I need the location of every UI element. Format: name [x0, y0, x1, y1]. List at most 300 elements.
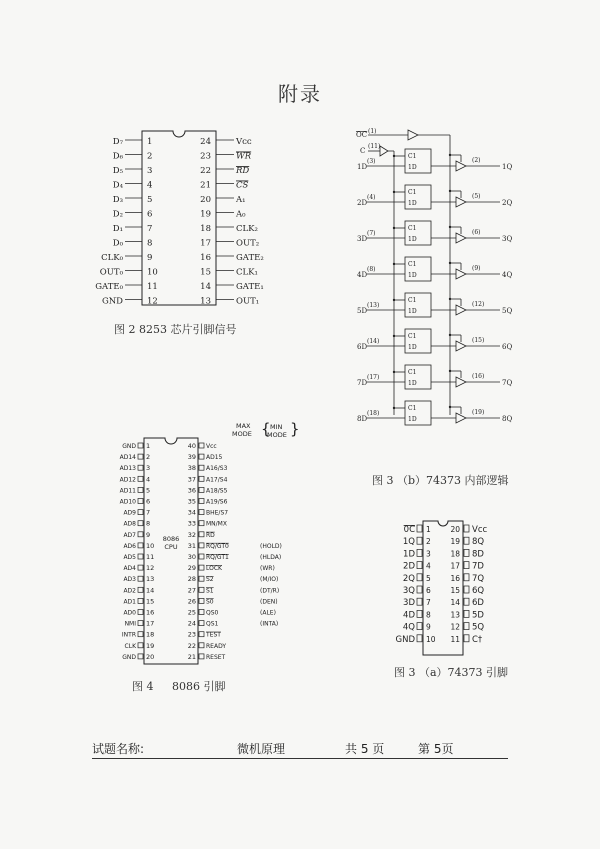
junction-dot — [393, 407, 395, 409]
c-pin-number: (11) — [368, 143, 381, 150]
pin-box — [138, 465, 143, 470]
input-pin-number: (18) — [367, 410, 380, 417]
pin-number: 15 — [450, 586, 460, 595]
pin-number: 8 — [426, 610, 431, 620]
latch-1d-label: 1D — [408, 380, 417, 387]
brace: { — [261, 420, 271, 438]
pin-number: 27 — [187, 586, 196, 595]
pin-name: 7D — [472, 561, 484, 572]
chip-8253-svg — [95, 128, 265, 308]
pin-name: D₄ — [112, 180, 123, 191]
pin-number: 24 — [200, 137, 211, 147]
pin-number: 23 — [200, 151, 211, 162]
pin-name: 1D — [403, 549, 415, 560]
brace: } — [290, 420, 300, 438]
pin-number: 22 — [187, 641, 196, 650]
junction-dot — [393, 335, 395, 337]
output-label: 2Q — [502, 199, 513, 207]
pin-box — [199, 510, 204, 515]
pin-name: D₂ — [112, 209, 123, 220]
pin-number: 2 — [146, 453, 151, 462]
junction-dot — [449, 406, 451, 408]
pin-name: AD12 — [119, 476, 136, 484]
min-mode-pin: (M/IO) — [260, 576, 279, 584]
pin-box — [464, 525, 469, 532]
cpu-8086-diagram — [110, 418, 325, 668]
pin-number: 38 — [187, 464, 196, 473]
pin-number: 18 — [200, 224, 211, 234]
pin-name: D₇ — [112, 137, 123, 147]
pin-number: 6 — [147, 209, 153, 220]
junction-dot — [449, 262, 451, 264]
pin-number: 20 — [200, 195, 211, 205]
pin-box — [138, 587, 143, 592]
pin-number: 1 — [146, 442, 151, 450]
pin-name: D₆ — [112, 151, 123, 162]
pin-box — [138, 643, 143, 648]
max-mode-label: MAX — [236, 422, 251, 430]
output-label: 5Q — [502, 307, 513, 315]
caption-8253: 图 2 8253 芯片引脚信号 — [114, 323, 237, 336]
pin-number: 1 — [147, 137, 153, 147]
input-label: 6D — [357, 343, 368, 351]
pin-box — [417, 562, 422, 569]
pin-name: CS — [236, 180, 249, 191]
output-pin-number: (6) — [472, 229, 481, 236]
pin-number: 3 — [146, 464, 151, 473]
c-buffer — [380, 146, 388, 156]
pin-name: TEST — [206, 631, 221, 639]
pin-name: A16/S3 — [206, 465, 228, 473]
pin-number: 19 — [146, 641, 155, 650]
output-pin-number: (9) — [472, 265, 481, 272]
latch-1d-label: 1D — [408, 200, 417, 207]
course-name: 微机原理 — [237, 742, 286, 756]
pin-box — [199, 598, 204, 603]
pin-number: 23 — [187, 630, 196, 639]
footer — [92, 740, 508, 759]
latch-1d-label: 1D — [408, 416, 417, 423]
exam-name-label: 试题名称: — [92, 742, 145, 756]
latch-74373-pin-diagram — [385, 518, 505, 660]
pin-name: AD13 — [119, 465, 136, 473]
pin-number: 10 — [426, 634, 436, 644]
pin-box — [199, 565, 204, 570]
tristate-buffer — [456, 197, 466, 207]
tristate-buffer — [456, 161, 466, 171]
pin-name: 4Q — [402, 622, 415, 633]
junction-dot — [449, 334, 451, 336]
tristate-buffer — [456, 305, 466, 315]
min-mode-pin: (DEN) — [260, 598, 278, 606]
pin-name: GND — [395, 634, 415, 645]
pin-number: 31 — [187, 541, 196, 550]
pin-number: 11 — [146, 553, 155, 561]
pin-box — [417, 549, 422, 556]
chip-8253-diagram — [95, 128, 265, 308]
output-label: 3Q — [502, 235, 513, 243]
pin-number: 32 — [187, 530, 196, 539]
pin-box — [199, 654, 204, 659]
min-mode-pin: (INTA) — [260, 620, 279, 628]
pin-number: 16 — [200, 253, 211, 263]
pin-name: A₀ — [236, 209, 246, 220]
pin-name: D₀ — [112, 238, 123, 249]
oc-label: OC — [356, 131, 368, 139]
pin-name: D₅ — [112, 166, 123, 176]
pin-box — [199, 521, 204, 526]
pin-box — [138, 521, 143, 526]
tristate-buffer — [456, 413, 466, 423]
pin-name: GND — [101, 296, 123, 307]
pin-number: 17 — [450, 561, 460, 571]
pin-name: GND — [122, 653, 136, 661]
junction-dot — [393, 191, 395, 193]
pin-number: 18 — [146, 630, 155, 639]
pin-name: 6D — [472, 598, 484, 609]
cpu-label: CPU — [164, 543, 178, 551]
pin-number: 6 — [426, 586, 431, 595]
pin-name: GATE₀ — [95, 282, 123, 292]
pin-number: 17 — [200, 238, 211, 249]
pin-box — [464, 549, 469, 556]
output-pin-number: (12) — [472, 301, 485, 308]
pin-number: 3 — [426, 549, 431, 559]
pin-number: 28 — [187, 575, 196, 584]
pin-box — [199, 454, 204, 459]
pin-name: Vᴄᴄ — [472, 525, 488, 535]
pin-name: S0 — [206, 598, 214, 606]
pin-name: 8D — [472, 549, 484, 560]
pin-box — [417, 598, 422, 605]
pin-number: 2 — [147, 151, 153, 162]
oc-pin-number: (1) — [368, 128, 377, 135]
pin-name: QS1 — [206, 620, 219, 628]
pin-number: 15 — [200, 267, 211, 278]
pin-box — [138, 554, 143, 559]
latch-c1-label: C1 — [408, 369, 417, 376]
pin-box — [464, 635, 469, 642]
pin-box — [138, 632, 143, 637]
caption-8086-text: 8086 引脚 — [172, 680, 226, 693]
pin-number: 8 — [147, 238, 153, 249]
pin-name: D₁ — [112, 224, 123, 234]
pin-number: 40 — [187, 442, 196, 450]
total-pages: 共 5 页 — [345, 742, 385, 756]
latch-1d-label: 1D — [408, 308, 417, 315]
output-label: 8Q — [502, 415, 513, 423]
pin-number: 21 — [200, 180, 211, 191]
pin-number: 19 — [200, 209, 211, 220]
cpu-label: 8086 — [162, 535, 180, 543]
latch-74373-logic-svg — [350, 125, 520, 435]
pin-name: RQ/GT1 — [206, 554, 229, 561]
pin-box — [199, 610, 204, 615]
pin-name: AD14 — [119, 454, 136, 462]
input-label: 8D — [357, 415, 368, 423]
pin-number: 34 — [187, 508, 196, 517]
input-label: 2D — [357, 199, 368, 207]
input-pin-number: (7) — [367, 230, 376, 237]
output-label: 1Q — [502, 163, 513, 171]
pin-name: AD5 — [123, 554, 136, 561]
pin-number: 5 — [426, 573, 431, 583]
pin-name: A18/S5 — [206, 487, 228, 495]
junction-dot — [449, 226, 451, 228]
pin-box — [199, 587, 204, 592]
pin-name: AD11 — [119, 487, 136, 495]
latch-1d-label: 1D — [408, 236, 417, 243]
pin-name: RD — [236, 166, 250, 176]
pin-box — [464, 598, 469, 605]
pin-name: OUT₁ — [236, 296, 260, 307]
latch-1d-label: 1D — [408, 164, 417, 171]
pin-name: 2Q — [402, 573, 415, 584]
pin-number: 30 — [187, 553, 196, 561]
input-label: 5D — [357, 307, 368, 315]
pin-name: RQ/GT0 — [206, 542, 229, 550]
caption-74373-logic: 图 3 （b）74373 内部逻辑 — [372, 474, 509, 487]
min-mode-label: MODE — [267, 431, 287, 439]
pin-box — [138, 499, 143, 504]
min-mode-label: MIN — [270, 423, 283, 431]
pin-name: 2D — [403, 561, 415, 572]
pin-box — [199, 443, 204, 448]
pin-name: 7Q — [472, 573, 485, 584]
pin-name: AD7 — [123, 531, 136, 539]
pin-name: AD15 — [206, 454, 223, 462]
pin-number: 35 — [187, 497, 196, 506]
pin-box — [199, 465, 204, 470]
pin-name: OUT₀ — [99, 267, 123, 278]
pin-box — [464, 562, 469, 569]
pin-number: 11 — [147, 282, 158, 292]
pin-name: 3D — [403, 598, 415, 609]
junction-dot — [393, 299, 395, 301]
pin-box — [417, 574, 422, 581]
max-mode-label: MODE — [232, 430, 252, 438]
pin-name: AD8 — [123, 520, 136, 528]
input-pin-number: (3) — [367, 158, 376, 165]
pin-name: 1Q — [402, 537, 415, 548]
pin-name: Vᴄᴄ — [236, 137, 252, 147]
pin-box — [417, 586, 422, 593]
pin-name: AD1 — [123, 598, 136, 606]
pin-name: CLK₁ — [236, 267, 258, 278]
output-pin-number: (5) — [472, 193, 481, 200]
pin-box — [464, 623, 469, 630]
latch-c1-label: C1 — [408, 153, 417, 160]
input-pin-number: (13) — [367, 302, 380, 309]
pin-box — [138, 510, 143, 515]
pin-box — [138, 565, 143, 570]
input-label: 7D — [357, 379, 368, 387]
pin-number: 20 — [146, 652, 155, 661]
pin-number: 11 — [450, 634, 460, 644]
pin-name: A17/S4 — [206, 476, 228, 484]
cpu-8086-svg — [110, 418, 325, 668]
pin-box — [138, 443, 143, 448]
pin-number: 12 — [450, 622, 460, 632]
pin-box — [417, 525, 422, 532]
latch-c1-label: C1 — [408, 405, 417, 412]
input-pin-number: (17) — [367, 374, 380, 381]
pin-number: 14 — [450, 598, 460, 608]
pin-number: 9 — [147, 253, 153, 263]
pin-name: INTR — [121, 631, 136, 639]
latch-1d-label: 1D — [408, 272, 417, 279]
pin-name: AD3 — [123, 576, 136, 584]
pin-box — [138, 454, 143, 459]
pin-name: S1 — [206, 587, 214, 595]
pin-number: 20 — [450, 525, 460, 534]
pin-number: 1 — [426, 525, 431, 534]
pin-number: 13 — [200, 296, 211, 307]
pin-box — [199, 499, 204, 504]
caption-8086-number: 图 4 — [132, 680, 154, 693]
pin-number: 24 — [187, 619, 196, 628]
pin-number: 10 — [146, 541, 155, 550]
junction-dot — [393, 227, 395, 229]
pin-name: S2 — [206, 576, 214, 584]
pin-number: 21 — [187, 652, 196, 661]
pin-number: 8 — [146, 519, 151, 528]
tristate-buffer — [456, 269, 466, 279]
pin-number: 7 — [146, 508, 151, 517]
tristate-buffer — [456, 233, 466, 243]
input-pin-number: (14) — [367, 338, 380, 345]
pin-number: 16 — [146, 608, 155, 617]
oc-buffer — [408, 130, 418, 140]
pin-box — [464, 574, 469, 581]
junction-dot — [449, 370, 451, 372]
pin-box — [138, 654, 143, 659]
pin-number: 36 — [187, 486, 196, 495]
min-mode-pin: (WR) — [260, 565, 275, 573]
tristate-buffer — [456, 341, 466, 351]
min-mode-pin: (ALE) — [260, 609, 276, 617]
pin-box — [138, 576, 143, 581]
pin-name: OUT₂ — [236, 238, 260, 249]
pin-box — [138, 476, 143, 481]
pin-number: 13 — [146, 575, 155, 584]
pin-box — [138, 532, 143, 537]
junction-dot — [449, 298, 451, 300]
pin-number: 12 — [147, 296, 158, 307]
pin-name: 8Q — [472, 537, 485, 548]
pin-number: 4 — [146, 475, 151, 484]
min-mode-pin: (HLDA) — [260, 554, 282, 561]
pin-number: 13 — [450, 610, 460, 620]
junction-dot — [449, 190, 451, 192]
pin-name: CLK — [124, 642, 136, 650]
pin-name: 5D — [472, 610, 484, 621]
pin-number: 33 — [187, 519, 196, 528]
junction-dot — [393, 371, 395, 373]
pin-number: 16 — [450, 573, 460, 583]
pin-box — [199, 554, 204, 559]
pin-box — [199, 543, 204, 548]
pin-number: 5 — [146, 486, 151, 495]
pin-number: 29 — [187, 564, 196, 573]
pin-number: 7 — [426, 598, 431, 608]
output-pin-number: (16) — [472, 373, 485, 380]
pin-box — [138, 598, 143, 603]
pin-name: MN/MX — [206, 520, 227, 528]
pin-box — [417, 537, 422, 544]
latch-c1-label: C1 — [408, 261, 417, 268]
pin-box — [464, 537, 469, 544]
pin-name: NMI — [124, 620, 136, 628]
pin-box — [464, 586, 469, 593]
pin-box — [417, 623, 422, 630]
pin-box — [464, 610, 469, 617]
output-label: 7Q — [502, 379, 513, 387]
latch-1d-label: 1D — [408, 344, 417, 351]
pin-name: A₁ — [236, 195, 246, 205]
pin-box — [138, 487, 143, 492]
pin-number: 5 — [147, 195, 153, 205]
pin-number: 3 — [147, 166, 153, 176]
pin-number: 7 — [147, 224, 153, 234]
pin-box — [199, 643, 204, 648]
pin-name: Vᴄᴄ — [206, 443, 217, 450]
pin-name: AD10 — [119, 498, 136, 506]
pin-number: 14 — [200, 282, 211, 292]
min-mode-pin: (DT/R) — [260, 587, 280, 595]
input-pin-number: (4) — [367, 194, 376, 201]
current-page: 第 5页 — [418, 742, 454, 756]
junction-dot — [393, 155, 395, 157]
pin-name: LOCK — [206, 565, 222, 573]
pin-name: AD0 — [123, 609, 136, 617]
pin-name: AD4 — [123, 565, 136, 573]
pin-number: 4 — [147, 180, 153, 191]
page-title: 附录 — [278, 82, 322, 106]
output-pin-number: (15) — [472, 337, 485, 344]
latch-74373-pin-svg — [385, 518, 505, 660]
pin-number: 15 — [146, 597, 155, 606]
min-mode-pin: (HOLD) — [260, 542, 282, 550]
pin-number: 2 — [426, 537, 431, 547]
pin-number: 19 — [450, 537, 460, 547]
pin-box — [199, 532, 204, 537]
pin-name: AD6 — [123, 542, 136, 550]
pin-number: 9 — [426, 622, 431, 632]
pin-name: 4D — [403, 610, 415, 621]
output-label: 4Q — [502, 271, 513, 279]
output-label: 6Q — [502, 343, 513, 351]
pin-box — [199, 632, 204, 637]
pin-name: RESET — [206, 653, 226, 661]
pin-box — [199, 487, 204, 492]
pin-name: CLK₀ — [101, 253, 123, 263]
pin-number: 9 — [146, 530, 151, 539]
pin-number: 6 — [146, 497, 151, 506]
pin-number: 10 — [147, 267, 158, 278]
pin-name: GND — [122, 443, 136, 450]
latch-c1-label: C1 — [408, 333, 417, 340]
pin-box — [138, 621, 143, 626]
pin-name: 5Q — [472, 622, 485, 633]
caption-74373-pins: 图 3 （a）74373 引脚 — [394, 666, 509, 679]
pin-box — [138, 543, 143, 548]
pin-name: 6Q — [472, 586, 485, 596]
pin-name: GATE₁ — [236, 282, 264, 292]
pin-number: 12 — [146, 564, 155, 573]
input-label: 4D — [357, 271, 368, 279]
pin-box — [417, 610, 422, 617]
